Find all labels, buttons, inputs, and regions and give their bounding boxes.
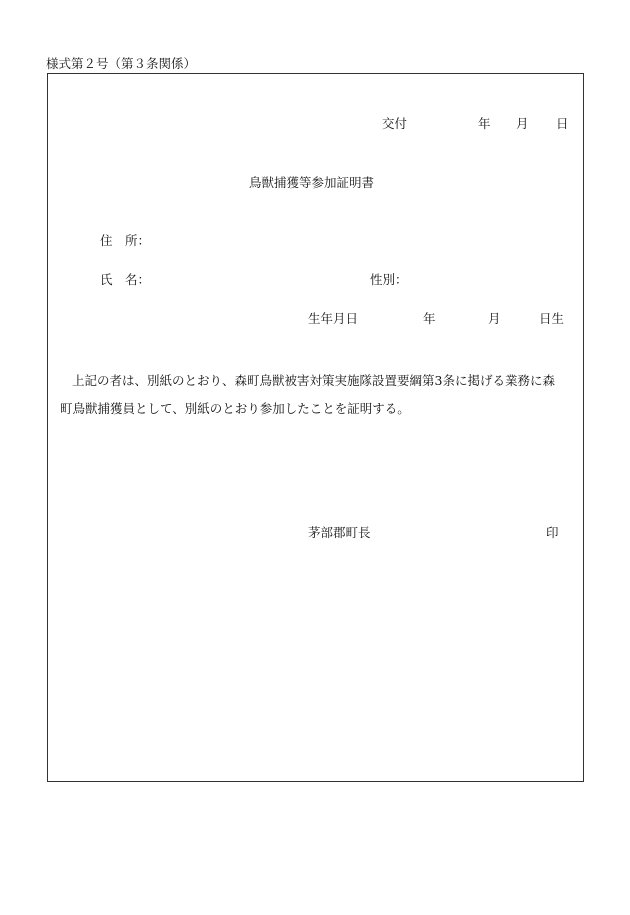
birth-day-label: 日生 <box>539 311 565 326</box>
issue-date-label: 交付 <box>382 116 408 131</box>
issue-year-label: 年 <box>478 116 491 131</box>
statement-line-2: 町鳥獣捕獲員として、別紙のとおり参加したことを証明する。 <box>60 401 410 416</box>
name-label: 氏 名： <box>100 272 151 287</box>
birth-month-label: 月 <box>488 311 501 326</box>
birth-year-label: 年 <box>423 311 436 326</box>
document-title: 鳥獣捕獲等参加証明書 <box>249 175 375 190</box>
issue-month-label: 月 <box>516 116 529 131</box>
statement-line-1: 上記の者は、別紙のとおり、森町鳥獣被害対策実施隊設置要綱第3条に掲げる業務に森 <box>72 373 555 388</box>
issue-day-label: 日 <box>556 116 569 131</box>
form-number-label: 様式第２号（第３条関係） <box>46 56 197 71</box>
gender-label: 性別： <box>370 272 408 287</box>
issuer-name: 茅部郡町長 <box>308 525 371 540</box>
address-label: 住 所： <box>100 233 151 248</box>
birth-date-label: 生年月日 <box>308 311 359 326</box>
seal-mark: 印 <box>546 525 559 540</box>
